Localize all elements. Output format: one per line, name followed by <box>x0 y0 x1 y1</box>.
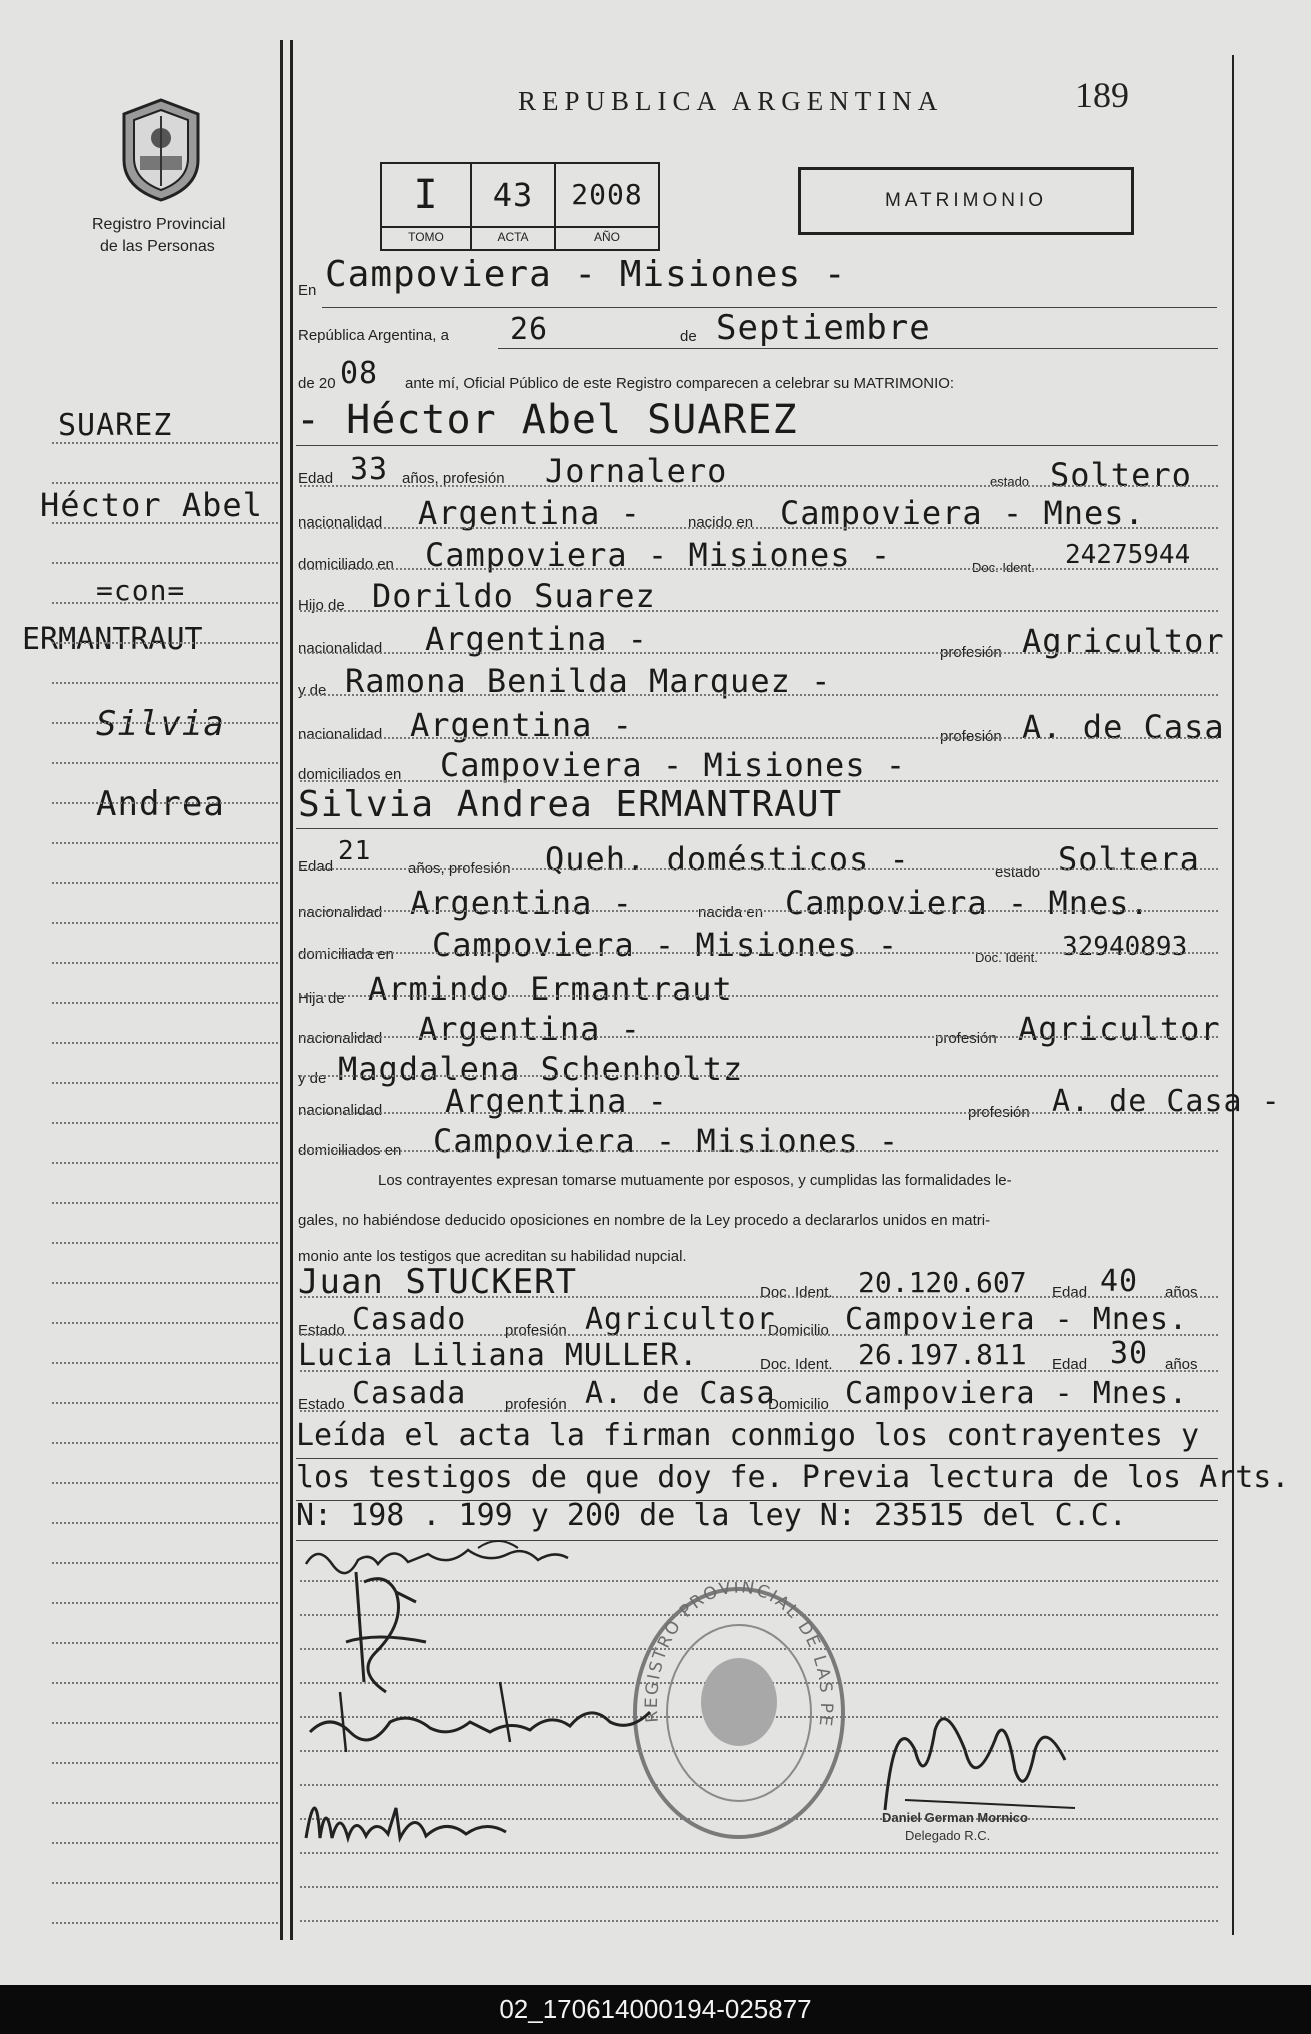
official-title-stamp: Delegado R.C. <box>905 1828 991 1843</box>
witness1-age: 40 <box>1100 1264 1139 1299</box>
margin-rule <box>52 1082 278 1084</box>
groom-domicile: Campoviera - Misiones - <box>425 536 892 574</box>
groom-parents-domicile: Campoviera - Misiones - <box>440 746 907 784</box>
registry-name-line1: Registro Provincial <box>92 216 226 233</box>
margin-left-border <box>280 40 283 1940</box>
margin-bride-surname: ERMANTRAUT <box>22 622 203 657</box>
groom-doc: 24275944 <box>1065 540 1191 570</box>
body-rule <box>300 527 1218 529</box>
intro-day: 26 <box>510 312 549 347</box>
margin-rule <box>52 842 278 844</box>
bride-nationality: Argentina - <box>410 884 633 922</box>
witness2-estado-label: Estado <box>298 1396 345 1413</box>
margin-rule <box>52 1482 278 1484</box>
witness2-prof-label: profesión <box>505 1396 567 1413</box>
groom-full-name: - Héctor Abel SUAREZ <box>296 397 798 443</box>
page-right-border <box>1232 55 1234 1935</box>
bride-status: Soltera <box>1058 840 1200 878</box>
body-rule <box>300 1886 1218 1888</box>
margin-rule <box>52 1442 278 1444</box>
body-rule <box>300 1075 1218 1077</box>
document-type: MATRIMONIO <box>884 190 1048 211</box>
groom-father-nat-label: nacionalidad <box>298 640 383 657</box>
groom-age: 33 <box>350 452 389 487</box>
margin-groom-surname: SUAREZ <box>58 408 173 443</box>
margin-rule <box>52 1362 278 1364</box>
witness1-doc: 20.120.607 <box>858 1266 1027 1299</box>
record-id-box <box>380 162 660 251</box>
groom-parents-dom-label: domiciliados en <box>298 766 402 783</box>
groom-nationality: Argentina - <box>418 494 641 532</box>
witness1-dom-label: Domicilio <box>768 1322 829 1339</box>
page-number: 189 <box>1075 75 1129 115</box>
bride-age: 21 <box>338 836 372 866</box>
bride-edad-label: Edad <box>298 858 334 875</box>
bride-father-prof-label: profesión <box>935 1030 997 1047</box>
margin-rule <box>52 1922 278 1924</box>
margin-rule <box>52 482 278 484</box>
margin-rule <box>52 722 278 724</box>
witness2-name: Lucia Liliana MULLER. <box>298 1338 699 1373</box>
groom-status: Soltero <box>1050 456 1192 494</box>
bride-mother-nationality: Argentina - <box>445 1082 668 1120</box>
body-rule <box>300 610 1218 612</box>
bride-birthplace: Campoviera - Mnes. <box>785 884 1150 922</box>
registry-emblem <box>118 96 204 204</box>
witness1-domicile: Campoviera - Mnes. <box>845 1302 1189 1337</box>
margin-rule <box>52 922 278 924</box>
witness2-profession: A. de Casa <box>585 1376 776 1411</box>
bride-father-profession: Agricultor <box>1018 1010 1221 1048</box>
closing-line-3: N: 198 . 199 y 200 de la ley N: 23515 del C.C. <box>296 1498 1127 1533</box>
groom-father: Dorildo Suarez <box>372 577 656 615</box>
body-rule <box>300 737 1218 739</box>
intro-statement: ante mí, Oficial Público de este Registro comparecen a celebrar su MATRIMONIO: <box>405 375 955 392</box>
margin-rule <box>52 602 278 604</box>
intro-month: Septiembre <box>716 308 931 348</box>
acta-label: ACTA <box>497 230 529 244</box>
margin-rule <box>52 1682 278 1684</box>
body-rule <box>300 1410 1218 1412</box>
body-rule <box>300 485 1218 487</box>
document-footer-id: 02_170614000194-025877 <box>0 1985 1311 2034</box>
en-label: En <box>298 282 317 299</box>
witness2-status: Casada <box>352 1376 467 1411</box>
bride-y-de-label: y de <box>298 1070 327 1087</box>
margin-rule <box>52 1882 278 1884</box>
bride-full-name: Silvia Andrea ERMANTRAUT <box>298 784 843 825</box>
margin-rule <box>52 1282 278 1284</box>
witness2-anos-label: años <box>1165 1356 1198 1373</box>
margin-rule <box>52 442 278 444</box>
republica-label: República Argentina, a <box>298 327 449 344</box>
groom-mother-nationality: Argentina - <box>410 706 633 744</box>
groom-dom-label: domiciliado en <box>298 556 394 573</box>
official-signature <box>865 1690 1085 1830</box>
bride-dom-label: domiciliada en <box>298 946 394 963</box>
body-rule <box>300 694 1218 696</box>
registry-name-line2: de las Personas <box>100 238 215 255</box>
groom-hijo-label: Hijo de <box>298 597 345 614</box>
body-rule <box>300 1036 1218 1038</box>
bride-mother-nat-label: nacionalidad <box>298 1102 383 1119</box>
margin-rule <box>52 802 278 804</box>
bride-father: Armindo Ermantraut <box>368 970 733 1008</box>
margin-rule <box>52 1802 278 1804</box>
margin-rule <box>52 682 278 684</box>
intro-de-label: de <box>680 328 697 345</box>
bride-father-nat-label: nacionalidad <box>298 1030 383 1047</box>
bride-domicile: Campoviera - Misiones - <box>432 926 899 964</box>
year-prefix: de 20 <box>298 375 336 392</box>
margin-rule <box>52 1402 278 1404</box>
groom-profession: Jornalero <box>545 452 728 490</box>
year-suffix: 08 <box>340 356 379 391</box>
margin-connector: =con= <box>96 574 186 607</box>
anio-label: AÑO <box>593 230 620 244</box>
body-rule <box>300 995 1218 997</box>
witness1-status: Casado <box>352 1302 467 1337</box>
groom-edad-label: Edad <box>298 470 334 487</box>
margin-rule <box>52 522 278 524</box>
bride-anos-prof-label: años, profesión <box>408 860 511 877</box>
margin-rule <box>52 1002 278 1004</box>
witness2-signature <box>296 1768 536 1856</box>
margin-rule <box>52 962 278 964</box>
body-rule <box>300 1112 1218 1114</box>
margin-groom-given: Héctor Abel <box>40 486 263 524</box>
closing-line-2: los testigos de que doy fe. Previa lectura de los Arts. <box>296 1460 1290 1495</box>
anio-value: 2008 <box>571 178 643 211</box>
bride-profession: Queh. domésticos - <box>545 840 910 878</box>
bride-parents-domicile: Campoviera - Misiones - <box>433 1122 900 1160</box>
official-name-stamp: Daniel German Mornico <box>882 1810 1028 1825</box>
body-rule <box>300 1150 1218 1152</box>
margin-rule <box>52 1762 278 1764</box>
groom-doc-label: Doc. Ident. <box>972 560 1035 575</box>
declaration-line-3: monio ante los testigos que acreditan su habilidad nupcial. <box>298 1248 687 1265</box>
groom-father-profession: Agricultor <box>1022 622 1225 660</box>
margin-rule <box>52 1642 278 1644</box>
bride-parents-dom-label: domiciliados en <box>298 1142 402 1159</box>
declaration-line-2: gales, no habiéndose deducido oposiciones en nombre de la Ley procedo a declararlos unidos en matri- <box>298 1212 991 1229</box>
margin-rule <box>52 1042 278 1044</box>
bride-mother-profession: A. de Casa - <box>1052 1084 1281 1119</box>
body-rule <box>300 1370 1218 1372</box>
body-rule <box>300 780 1218 782</box>
declaration-line-1: Los contrayentes expresan tomarse mutuamente por esposos, y cumplidas las formalidades le- <box>378 1172 1012 1189</box>
margin-rule <box>52 562 278 564</box>
acta-value: 43 <box>492 176 534 214</box>
margin-bride-second: Andrea <box>96 784 225 824</box>
margin-rule <box>52 1562 278 1564</box>
body-rule <box>300 652 1218 654</box>
bride-nacida-label: nacida en <box>698 904 764 921</box>
body-rule <box>300 1920 1218 1922</box>
witness2-doc: 26.197.811 <box>858 1338 1027 1371</box>
country-title: REPUBLICA ARGENTINA <box>518 86 944 116</box>
witness1-doc-label: Doc. Ident. <box>760 1284 833 1301</box>
witness1-name: Juan STUCKERT <box>298 1262 578 1302</box>
bride-father-nationality: Argentina - <box>418 1010 641 1048</box>
groom-mother-profession: A. de Casa <box>1022 708 1225 746</box>
body-rule <box>300 568 1218 570</box>
witness1-anos-label: años <box>1165 1284 1198 1301</box>
margin-rule <box>52 1722 278 1724</box>
margin-rule <box>52 1162 278 1164</box>
witness1-edad-label: Edad <box>1052 1284 1088 1301</box>
groom-anos-prof-label: años, profesión <box>402 470 505 487</box>
margin-rule <box>52 1842 278 1844</box>
groom-birthplace: Campoviera - Mnes. <box>780 494 1145 532</box>
body-rule <box>300 910 1218 912</box>
witness1-prof-label: profesión <box>505 1322 567 1339</box>
body-rule <box>300 1296 1218 1298</box>
witness2-age: 30 <box>1110 1336 1149 1371</box>
margin-rule <box>52 882 278 884</box>
margin-rule <box>52 1522 278 1524</box>
groom-mother: Ramona Benilda Marquez - <box>345 662 832 700</box>
margin-rule <box>52 762 278 764</box>
margin-right-border <box>290 40 293 1940</box>
groom-estado-label: estado <box>990 474 1030 489</box>
document-type-box <box>798 167 1134 235</box>
closing-line-1: Leída el acta la firman conmigo los contrayentes y <box>296 1418 1200 1453</box>
groom-father-nationality: Argentina - <box>425 620 648 658</box>
witness2-doc-label: Doc. Ident. <box>760 1356 833 1373</box>
groom-y-de-label: y de <box>298 682 327 699</box>
bride-nac-label: nacionalidad <box>298 904 383 921</box>
witness2-dom-label: Domicilio <box>768 1396 829 1413</box>
groom-mother-prof-label: profesión <box>940 728 1002 745</box>
margin-rule <box>52 642 278 644</box>
body-rule <box>300 868 1218 870</box>
groom-nac-label: nacionalidad <box>298 514 383 531</box>
groom-nacido-label: nacido en <box>688 514 754 531</box>
margin-rule <box>52 1202 278 1204</box>
margin-rule <box>52 1122 278 1124</box>
bride-estado-label: estado <box>995 864 1041 881</box>
bride-doc-label: Doc. Ident. <box>975 950 1038 965</box>
witness2-edad-label: Edad <box>1052 1356 1088 1373</box>
bride-doc: 32940893 <box>1062 932 1188 962</box>
svg-text:REGISTRO PROVINCIAL DE LAS PER: REGISTRO PROVINCIAL DE LAS PE <box>641 1582 837 1729</box>
body-rule <box>300 952 1218 954</box>
margin-rule <box>52 1242 278 1244</box>
body-rule <box>300 1334 1218 1336</box>
margin-rule <box>52 1602 278 1604</box>
witness1-estado-label: Estado <box>298 1322 345 1339</box>
bride-mother-prof-label: profesión <box>968 1104 1030 1121</box>
witness1-signature <box>300 1672 690 1762</box>
intro-place: Campoviera - Misiones - <box>325 254 847 295</box>
margin-bride-first: Silvia <box>96 704 225 744</box>
witness2-domicile: Campoviera - Mnes. <box>845 1376 1189 1411</box>
tomo-value: I <box>413 172 439 218</box>
bride-hija-label: Hija de <box>298 990 345 1007</box>
margin-rule <box>52 1322 278 1324</box>
groom-mother-nat-label: nacionalidad <box>298 726 383 743</box>
groom-father-prof-label: profesión <box>940 644 1002 661</box>
witness1-profession: Agricultor <box>585 1302 776 1337</box>
bride-mother: Magdalena Schenholtz <box>338 1050 744 1088</box>
tomo-label: TOMO <box>408 230 444 244</box>
